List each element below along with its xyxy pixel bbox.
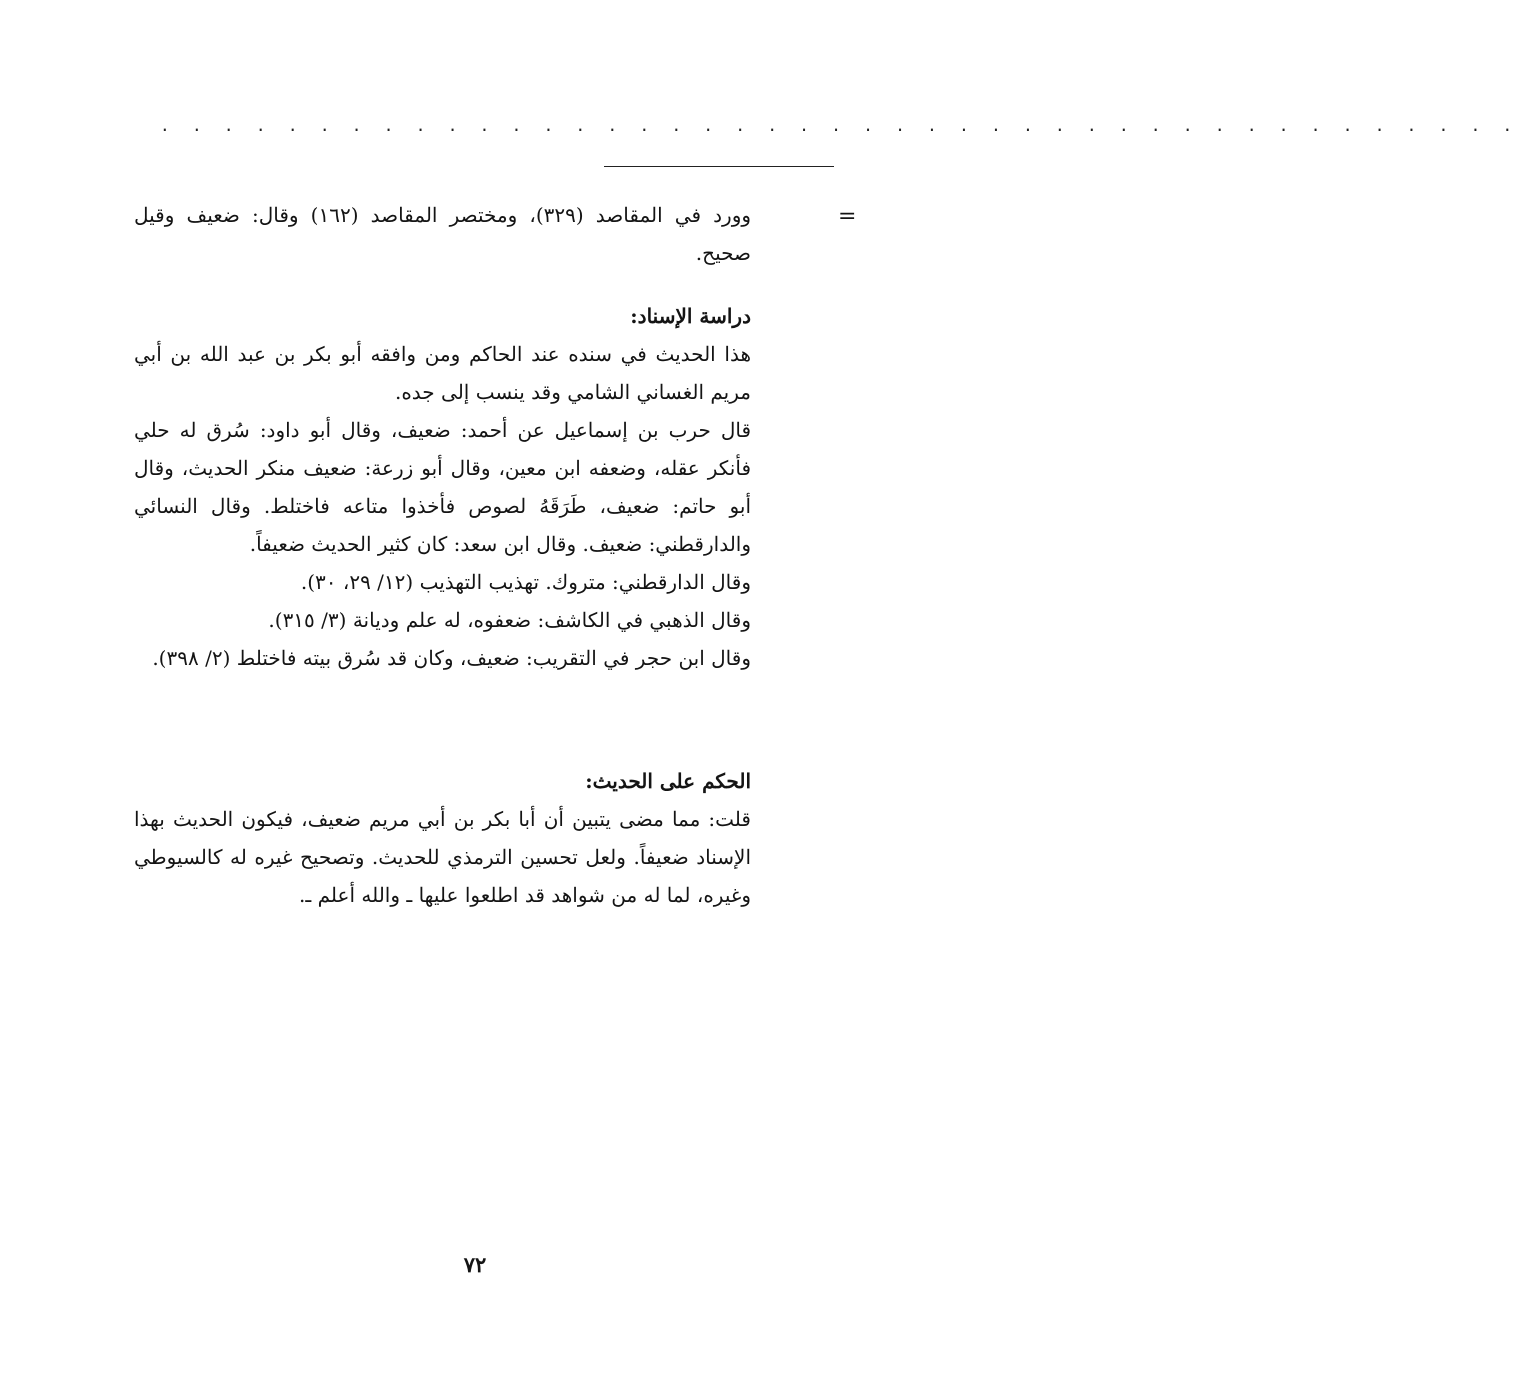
footnote-text: وورد في المقاصد (٣٢٩)، ومختصر المقاصد (١٦٢) وقال: ضعيف وقيل صحيح. (134, 203, 752, 265)
footnote-continuation-mark: = (838, 204, 857, 229)
ruling-section (134, 762, 751, 914)
sanad-heading: دراسة الإسناد: (630, 304, 751, 328)
page-number: ٧٢ (463, 1252, 487, 1277)
sanad-paragraph: هذا الحديث في سنده عند الحاكم ومن وافقه أبو بكر بن عبد الله بن أبي مريم الغساني الشامي وقد ينسب إلى جده. (134, 342, 751, 404)
sanad-paragraph: وقال الذهبي في الكاشف: ضعفوه، له علم وديانة (٣/ ٣١٥). (268, 608, 751, 632)
sanad-paragraph: وقال ابن حجر في التقريب: ضعيف، وكان قد سُرق بيته فاختلط (٢/ ٣٩٨). (152, 646, 751, 670)
sanad-paragraph: قال حرب بن إسماعيل عن أحمد: ضعيف، وقال أبو داود: سُرق له حلي فأنكر عقله، وضعفه ابن معين، وقال أبو زرعة: ضعيف منكر الحديث، وقال أبو حاتم: ضعيف، طَرَقَهُ لصوص فأخذوا متاعه فاختلط. وقال النسائي والدارقطني: ضعيف. وقال ابن سعد: كان كثير الحديث ضعيفاً. (134, 418, 751, 556)
footnote-block (134, 196, 751, 272)
separator-dots: . . . . . . . . . . . . . . . . . . . . . . . . . . . . . . . . . . . . . . . . . . . (160, 116, 1519, 135)
sanad-section (134, 297, 751, 677)
sanad-paragraph: وقال الدارقطني: متروك. تهذيب التهذيب (١٢/ ٢٩، ٣٠). (300, 570, 751, 594)
footnote-rule (604, 166, 834, 167)
ruling-paragraph: قلت: مما مضى يتبين أن أبا بكر بن أبي مريم ضعيف، فيكون الحديث بهذا الإسناد ضعيفاً. ولعل تحسين الترمذي للحديث. وتصحيح غيره له كالسيوطي وغيره، لما له من شواهد قد اطلعوا عليها ـ والله أعلم ـ. (134, 807, 751, 907)
ruling-heading: الحكم على الحديث: (585, 769, 751, 793)
